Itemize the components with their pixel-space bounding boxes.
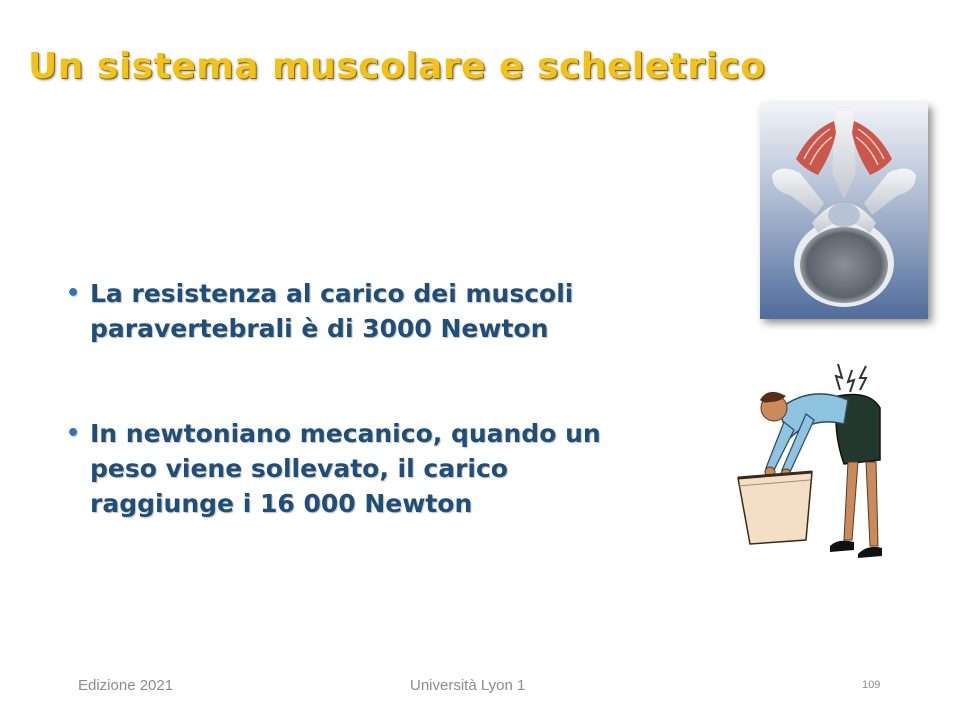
- bullet-text: In newtoniano mecanico, quando un peso viene sollevato, il carico raggiunge i 16 000 Newton: [90, 419, 601, 518]
- bullet-dot-icon: •: [66, 421, 81, 446]
- bullet-text: La resistenza al carico dei muscoli paravertebrali è di 3000 Newton: [90, 279, 574, 343]
- page-number: 109: [862, 679, 881, 691]
- bullet-item: [66, 416, 626, 521]
- vertebra-image: [760, 103, 928, 319]
- woman-lifting-image: [720, 360, 900, 570]
- bullet-list: [66, 276, 626, 591]
- slide-title: Un sistema muscolare e scheletrico: [28, 46, 766, 87]
- bullet-dot-icon: •: [66, 281, 81, 306]
- footer-university: Università Lyon 1: [410, 677, 526, 694]
- bullet-item: [66, 276, 626, 346]
- footer-edition: Edizione 2021: [78, 677, 174, 694]
